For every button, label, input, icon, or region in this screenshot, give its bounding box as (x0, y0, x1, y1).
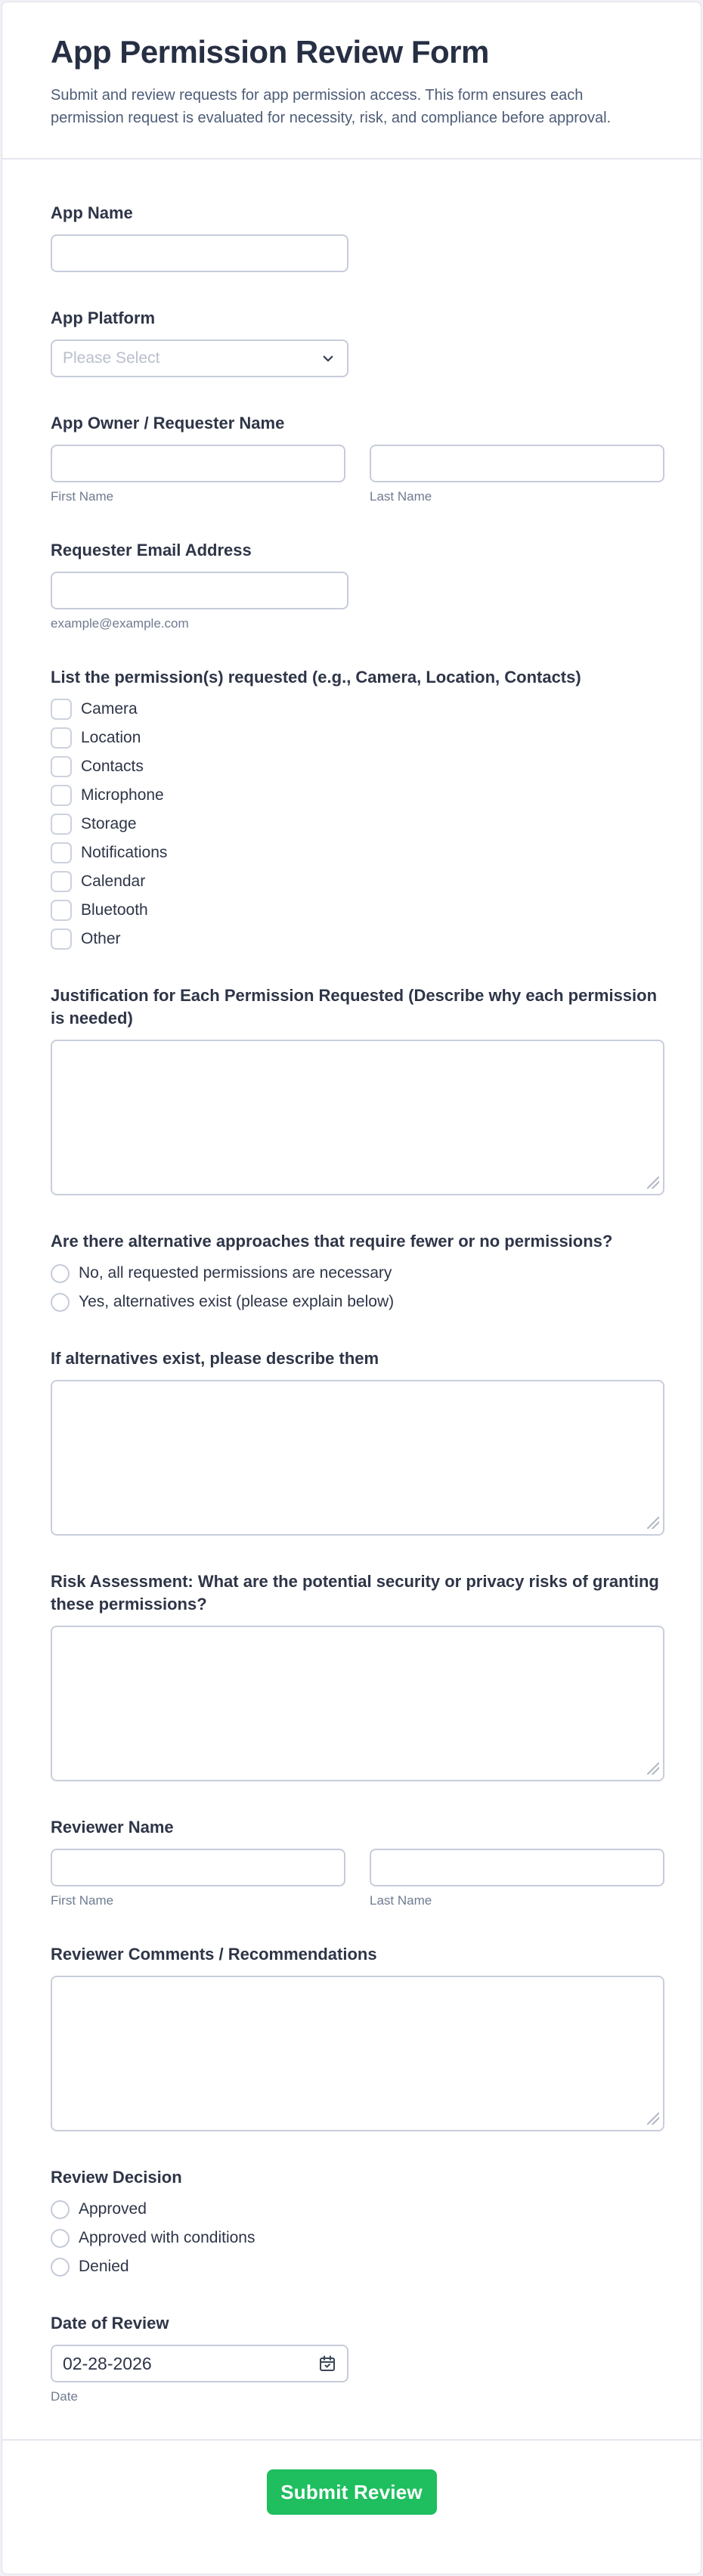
contacts-label: Contacts (81, 758, 144, 775)
location-checkbox[interactable] (51, 727, 72, 749)
submit-button[interactable]: Submit Review (267, 2469, 437, 2515)
date-input[interactable] (63, 2354, 318, 2374)
calendar-icon[interactable] (318, 2354, 336, 2373)
microphone-checkbox[interactable] (51, 785, 72, 806)
yes-alternatives-label: Yes, alternatives exist (please explain below) (79, 1293, 395, 1310)
checkbox-option-other[interactable] (51, 928, 661, 950)
location-label: Location (81, 729, 141, 746)
checkbox-option-microphone[interactable] (51, 785, 661, 806)
permissions-options (51, 699, 661, 950)
email-input[interactable] (51, 572, 348, 609)
reviewer-last-name-input[interactable] (370, 1849, 664, 1886)
form-subtitle: Submit and review requests for app permission access. This form ensures each permission request is evaluated for necessity, risk, and compliance before approval. (51, 87, 612, 126)
field-justification (51, 984, 661, 1195)
storage-label: Storage (81, 815, 137, 832)
justification-textarea[interactable] (51, 1040, 664, 1195)
field-app-name (51, 202, 661, 272)
other-checkbox[interactable] (51, 928, 72, 950)
app-name-label: App Name (51, 203, 133, 222)
reviewer-comments-label: Reviewer Comments / Recommendations (51, 1945, 377, 1964)
email-sublabel: example@example.com (51, 616, 189, 631)
owner-last-name-input[interactable] (370, 445, 664, 482)
checkbox-option-location[interactable] (51, 727, 661, 749)
radio-option-approved[interactable] (51, 2199, 661, 2220)
no-alternatives-radio[interactable] (51, 1264, 70, 1283)
field-owner-name (51, 412, 661, 504)
bluetooth-label: Bluetooth (81, 901, 148, 919)
field-app-platform (51, 307, 661, 377)
checkbox-option-storage[interactable] (51, 814, 661, 835)
checkbox-option-contacts[interactable] (51, 756, 661, 777)
alternatives-label: Are there alternative approaches that require fewer or no permissions? (51, 1232, 613, 1251)
calendar-label: Calendar (81, 873, 146, 890)
approved-radio[interactable] (51, 2200, 70, 2219)
field-alternatives (51, 1230, 661, 1313)
reviewer-last-name-sublabel: Last Name (370, 1893, 432, 1908)
decision-options (51, 2199, 661, 2277)
field-risk (51, 1570, 661, 1781)
denied-radio[interactable] (51, 2258, 70, 2277)
yes-alternatives-radio[interactable] (51, 1293, 70, 1312)
approved-with-conditions-label: Approved with conditions (79, 2229, 255, 2246)
form-footer (2, 2439, 701, 2574)
field-decision (51, 2166, 661, 2277)
owner-first-name-input[interactable] (51, 445, 345, 482)
reviewer-name-label: Reviewer Name (51, 1818, 174, 1837)
date-field (51, 2345, 348, 2382)
storage-checkbox[interactable] (51, 814, 72, 835)
risk-textarea[interactable] (51, 1626, 664, 1781)
notifications-label: Notifications (81, 844, 168, 861)
owner-first-name-sublabel: First Name (51, 489, 114, 504)
radio-option-approved-conditions[interactable] (51, 2227, 661, 2249)
form-card (2, 2, 701, 2574)
chevron-down-icon (321, 352, 335, 365)
denied-label: Denied (79, 2258, 129, 2275)
field-reviewer-name (51, 1816, 661, 1908)
radio-option-denied[interactable] (51, 2256, 661, 2277)
date-sublabel: Date (51, 2389, 78, 2404)
checkbox-option-camera[interactable] (51, 699, 661, 720)
approved-with-conditions-radio[interactable] (51, 2229, 70, 2248)
page-title: App Permission Review Form (51, 34, 489, 70)
email-label: Requester Email Address (51, 541, 252, 560)
decision-label: Review Decision (51, 2168, 182, 2187)
checkbox-option-bluetooth[interactable] (51, 900, 661, 921)
alternatives-options (51, 1263, 661, 1313)
field-alternatives-describe (51, 1347, 661, 1536)
camera-checkbox[interactable] (51, 699, 72, 720)
owner-name-label: App Owner / Requester Name (51, 414, 285, 432)
approved-label: Approved (79, 2200, 147, 2218)
select-placeholder: Please Select (63, 349, 160, 367)
reviewer-first-name-input[interactable] (51, 1849, 345, 1886)
radio-option-no-alternatives[interactable] (51, 1263, 661, 1284)
radio-option-yes-alternatives[interactable] (51, 1291, 661, 1313)
date-label: Date of Review (51, 2314, 169, 2333)
checkbox-option-notifications[interactable] (51, 842, 661, 863)
notifications-checkbox[interactable] (51, 842, 72, 863)
alternatives-describe-label: If alternatives exist, please describe them (51, 1349, 379, 1368)
risk-label: Risk Assessment: What are the potential security or privacy risks of granting these permissions? (51, 1572, 659, 1613)
reviewer-first-name-sublabel: First Name (51, 1893, 114, 1908)
field-reviewer-comments (51, 1943, 661, 2131)
checkbox-option-calendar[interactable] (51, 871, 661, 892)
alternatives-textarea[interactable] (51, 1380, 664, 1536)
app-name-input[interactable] (51, 234, 348, 272)
field-date (51, 2312, 661, 2404)
other-label: Other (81, 930, 121, 947)
form-body (2, 160, 701, 2404)
field-email (51, 539, 661, 631)
app-platform-select[interactable] (51, 339, 348, 377)
bluetooth-checkbox[interactable] (51, 900, 72, 921)
reviewer-comments-textarea[interactable] (51, 1976, 664, 2131)
justification-label: Justification for Each Permission Requested (Describe why each permission is needed) (51, 986, 658, 1028)
form-header (2, 2, 701, 160)
no-alternatives-label: No, all requested permissions are necessary (79, 1264, 392, 1282)
owner-last-name-sublabel: Last Name (370, 489, 432, 504)
calendar-checkbox[interactable] (51, 871, 72, 892)
field-permissions (51, 666, 661, 950)
contacts-checkbox[interactable] (51, 756, 72, 777)
app-platform-label: App Platform (51, 308, 156, 327)
camera-label: Camera (81, 700, 138, 718)
microphone-label: Microphone (81, 786, 164, 804)
permissions-label: List the permission(s) requested (e.g., Camera, Location, Contacts) (51, 668, 581, 687)
